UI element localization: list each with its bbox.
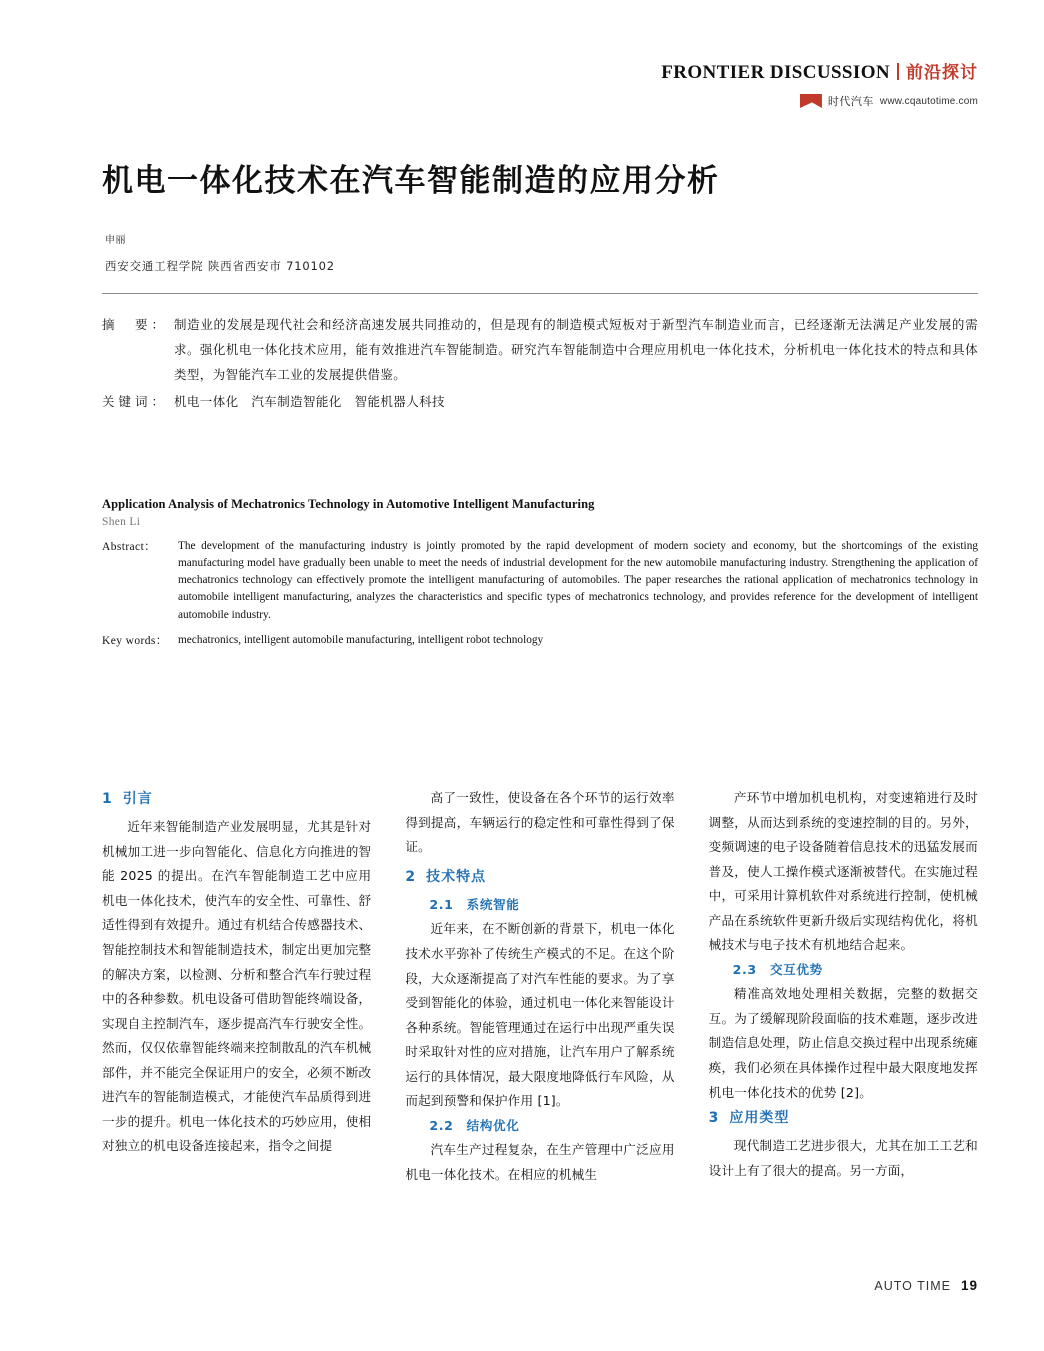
section-title-cn: 前沿探讨: [906, 63, 978, 83]
title-divider: [102, 293, 978, 294]
page-number: 19: [960, 1278, 978, 1293]
journal-name-cn: 时代汽车: [827, 95, 874, 108]
page-title: 机电一体化技术在汽车智能制造的应用分析: [102, 163, 720, 199]
author-affiliation: 西安交通工程学院 陕西省西安市 710102: [105, 259, 335, 273]
abstract-cn-block: [102, 312, 978, 414]
abstract-en-block: [102, 497, 978, 649]
footer-journal-name: AUTO TIME: [874, 1279, 951, 1293]
heading-introduction: [102, 786, 371, 813]
paragraph-intro-continued: 高了一致性，使设备在各个环节的运行效率得到提高，车辆运行的稳定性和可靠性得到了保证。: [405, 790, 675, 855]
heading-system-intelligence: 2.1 系统智能: [429, 896, 520, 912]
keywords-cn-label: 关键词：: [102, 394, 169, 409]
column-2: [405, 786, 674, 1246]
heading-application-types-number: 3: [708, 1110, 720, 1127]
header-divider: [897, 63, 899, 80]
abstract-cn-row: [102, 312, 978, 387]
paragraph-intro: 近年来智能制造产业发展明显，尤其是针对机械加工进一步向智能化、信息化方向推进的智能 2025 的提出。在汽车智能制造工艺中应用机电一体化技术，使汽车的安全性、可靠性、舒适性得到有效提升。通过有机结合传感器技术、智能控制技术和智能制造技术，制定出更加完整的解决方案，以检测、分析和整合汽车行驶过程中的各种参数。机电设备可借助智能终端设备，实现自主控制汽车，逐步提高汽车行驶安全性。然而，仅仅依靠智能终端来控制散乱的汽车机械部件，并不能完全保证用户的安全，必须不断改进汽车的智能制造模式，才能使汽车品质得到进一步的提升。机电一体化技术的巧妙应用，使相对独立的机电设备连接起来，指令之间提: [102, 819, 372, 1154]
abstract-en-text: The development of the manufacturing industry is jointly promoted by the rapid development of modern society and economy, but the shortcomings of the existing manufacturing model have gradually been unable to meet the needs of industrial development for the new automobile manufacturing industry. Strengthening the application of mechatronics technology can effectively promote the intelligent manufacturing of automobiles. The paper researches the rational application of mechatronics technology in automobile intelligent manufacturing, analyzes the characteristics and specific types of mechatronics technology, and provides reference for the development of intelligent automobile industry.: [178, 540, 978, 621]
heading-interaction-advantage: 2.3 交互优势: [732, 961, 823, 977]
abstract-cn-text: 制造业的发展是现代社会和经济高速发展共同推动的，但是现有的制造模式短板对于新型汽车制造业而言，已经逐渐无法满足产业发展的需求。强化机电一体化技术应用，能有效推进汽车智能制造。研究汽车智能制造中合理应用机电一体化技术，分析机电一体化技术的特点和具体类型，为智能汽车工业的发展提供借鉴。: [174, 317, 978, 382]
column-1: [102, 786, 371, 1246]
abstract-cn-label: 摘 要：: [102, 317, 169, 332]
author-name-en: Shen Li: [102, 516, 141, 528]
paragraph-structure-optimization: 汽车生产过程复杂，在生产管理中广泛应用机电一体化技术。在相应的机械生: [405, 1142, 675, 1182]
journal-website: www.cqautotime.com: [879, 95, 978, 107]
journal-logo-icon: [800, 94, 822, 108]
author-name-cn: 申丽: [105, 235, 126, 246]
paragraph-application-types: 现代制造工艺进步很大，尤其在加工工艺和设计上有了很大的提高。另一方面，: [708, 1138, 978, 1178]
abstract-en-label: Abstract：: [102, 541, 157, 553]
paragraph-system-intelligence: 近年来，在不断创新的背景下，机电一体化技术水平弥补了传统生产模式的不足。在这个阶段，大众逐渐提高了对汽车性能的要求。为了享受到智能化的体验，通过机电一体化来智能设计各种系统。智能管理通过在运行中出现严重失误时采取针对性的应对措施，让汽车用户了解系统运行的具体情况，最大限度地降低行车风险，从而起到预警和保护作用 [1]。: [405, 921, 675, 1109]
heading-application-types: [709, 1105, 978, 1132]
heading-introduction-label: 引言: [122, 791, 153, 807]
keywords-cn-text: 机电一体化 汽车制造智能化 智能机器人科技: [174, 394, 445, 409]
paragraph-interaction-advantage: 精准高效地处理相关数据，完整的数据交互。为了缓解现阶段面临的技术难题，逐步改进制造信息处理，防止信息交换过程中出现系统瘫痪，我们必须在具体操作过程中最大限度地发挥机电一体化技术的优势 [2]。: [708, 986, 978, 1100]
heading-structure-optimization: 2.2 结构优化: [429, 1117, 520, 1133]
keywords-en-label: Key words：: [102, 634, 168, 647]
keywords-en-row: [102, 632, 978, 649]
keywords-cn-row: [102, 389, 978, 414]
heading-application-types-label: 应用类型: [729, 1110, 790, 1127]
paragraph-structure-optimization-continued: 产环节中增加机电机构，对变速箱进行及时调整，从而达到系统的变速控制的目的。另外，变频调速的电子设备随着信息技术的迅猛发展而普及，使人工操作模式逐渐被替代。在实施过程中，可采用计算机软件对系统进行控制，使机械产品在系统软件更新升级后实现结构优化，将机械技术与电子技术有机地结合起来。: [708, 790, 978, 953]
heading-technical-features: [405, 864, 674, 891]
section-title-en: FRONTIER DISCUSSION: [661, 62, 890, 83]
heading-introduction-number: 1: [102, 791, 113, 807]
heading-technical-features-label: 技术特点: [426, 868, 487, 885]
header-title-line: [661, 58, 978, 84]
title-en: Application Analysis of Mechatronics Technology in Automotive Intelligent Manufacturing: [102, 497, 595, 511]
abstract-en-row: [102, 538, 978, 624]
page-header: [661, 58, 978, 109]
body-columns: [102, 786, 978, 1246]
keywords-en-text: mechatronics, intelligent automobile manufacturing, intelligent robot technology: [178, 633, 544, 646]
column-3: [709, 786, 978, 1246]
journal-branding: [661, 93, 978, 109]
heading-technical-features-number: 2: [405, 868, 417, 885]
page-footer: [874, 1278, 978, 1293]
